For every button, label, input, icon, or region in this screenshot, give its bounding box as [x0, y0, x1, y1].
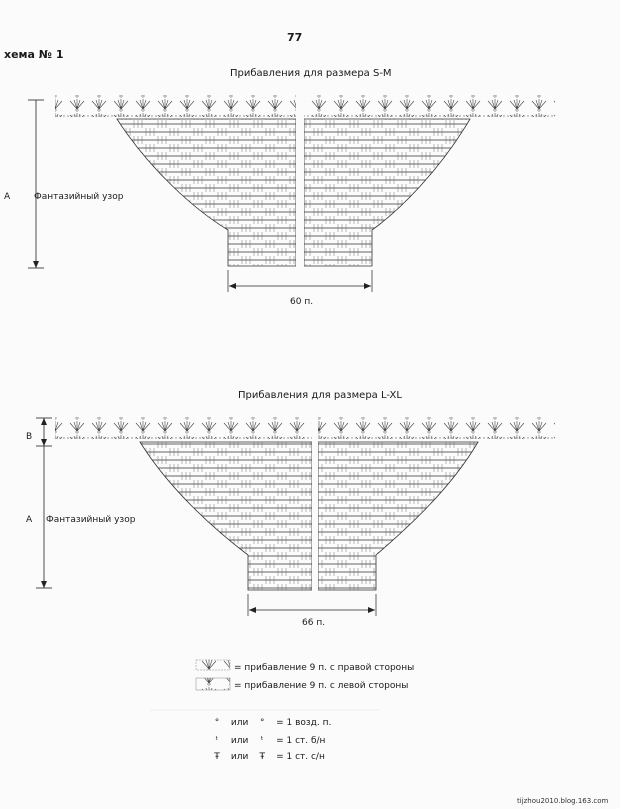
diagram-1-side-label-a: A	[4, 192, 11, 202]
symbol-row-single-crochet	[212, 736, 325, 746]
symbol-or: или	[230, 718, 249, 728]
page-number: 77	[287, 31, 303, 44]
shell-row-1	[55, 95, 555, 117]
scheme-label: хема № 1	[4, 48, 64, 61]
height-arrowhead-top-2	[41, 418, 47, 425]
symbol-or: или	[230, 752, 249, 762]
legend-right-increase: = прибавление 9 п. с правой стороны	[234, 663, 415, 673]
symbol-meaning: = 1 ст. с/н	[276, 752, 325, 762]
double-crochet-icon: Ŧ	[214, 752, 220, 762]
double-crochet-alt-icon: Ŧ	[259, 752, 265, 762]
split-gap-1	[296, 92, 304, 272]
symbol-meaning: = 1 ст. б/н	[276, 736, 326, 746]
shell-row-2	[55, 417, 555, 439]
right-increase-sample	[196, 660, 230, 670]
diagram-2-title: Прибавления для размера L-XL	[238, 390, 402, 401]
diagram-2-pattern-label: Фантазийный узор	[46, 515, 136, 525]
symbol-row-double-crochet	[212, 752, 325, 762]
diagram-2-side-label-a: A	[26, 515, 33, 525]
chain-stitch-icon: °	[214, 718, 220, 728]
width-arrowhead-r2	[368, 607, 375, 613]
legend-samples	[196, 660, 230, 690]
width-arrowhead-l2	[249, 607, 256, 613]
left-panel-1	[117, 119, 296, 266]
single-crochet-alt-icon: ᵗ	[260, 736, 264, 746]
width-arrowhead-l1	[229, 283, 236, 289]
diagram-2-side-label-b: B	[26, 432, 33, 442]
split-gap-2	[312, 414, 318, 596]
height-arrowhead-mid-2	[41, 439, 47, 446]
legend-left-increase: = прибавление 9 п. с левой стороны	[234, 681, 409, 691]
left-increase-sample	[196, 678, 230, 690]
diagram-2-width-label: 66 п.	[302, 618, 326, 628]
right-panel-1	[304, 119, 470, 266]
left-panel-2	[140, 442, 312, 590]
watermark: tijzhou2010.blog.163.com	[517, 797, 609, 805]
symbol-row-chain	[212, 718, 331, 728]
diagram-1-pattern-label: Фантазийный узор	[34, 192, 124, 202]
height-arrow-head-1	[33, 261, 39, 268]
right-panel-2	[318, 442, 478, 590]
single-crochet-icon: ᵗ	[215, 736, 219, 746]
diagram-1-title: Прибавления для размера S-M	[230, 68, 392, 79]
height-arrowhead-bot-2	[41, 581, 47, 588]
symbol-or: или	[230, 736, 249, 746]
width-arrowhead-r1	[364, 283, 371, 289]
diagram-1-width-label: 60 п.	[290, 297, 314, 307]
chain-stitch-alt-icon: °	[259, 718, 265, 728]
symbol-meaning: = 1 возд. п.	[276, 718, 332, 728]
